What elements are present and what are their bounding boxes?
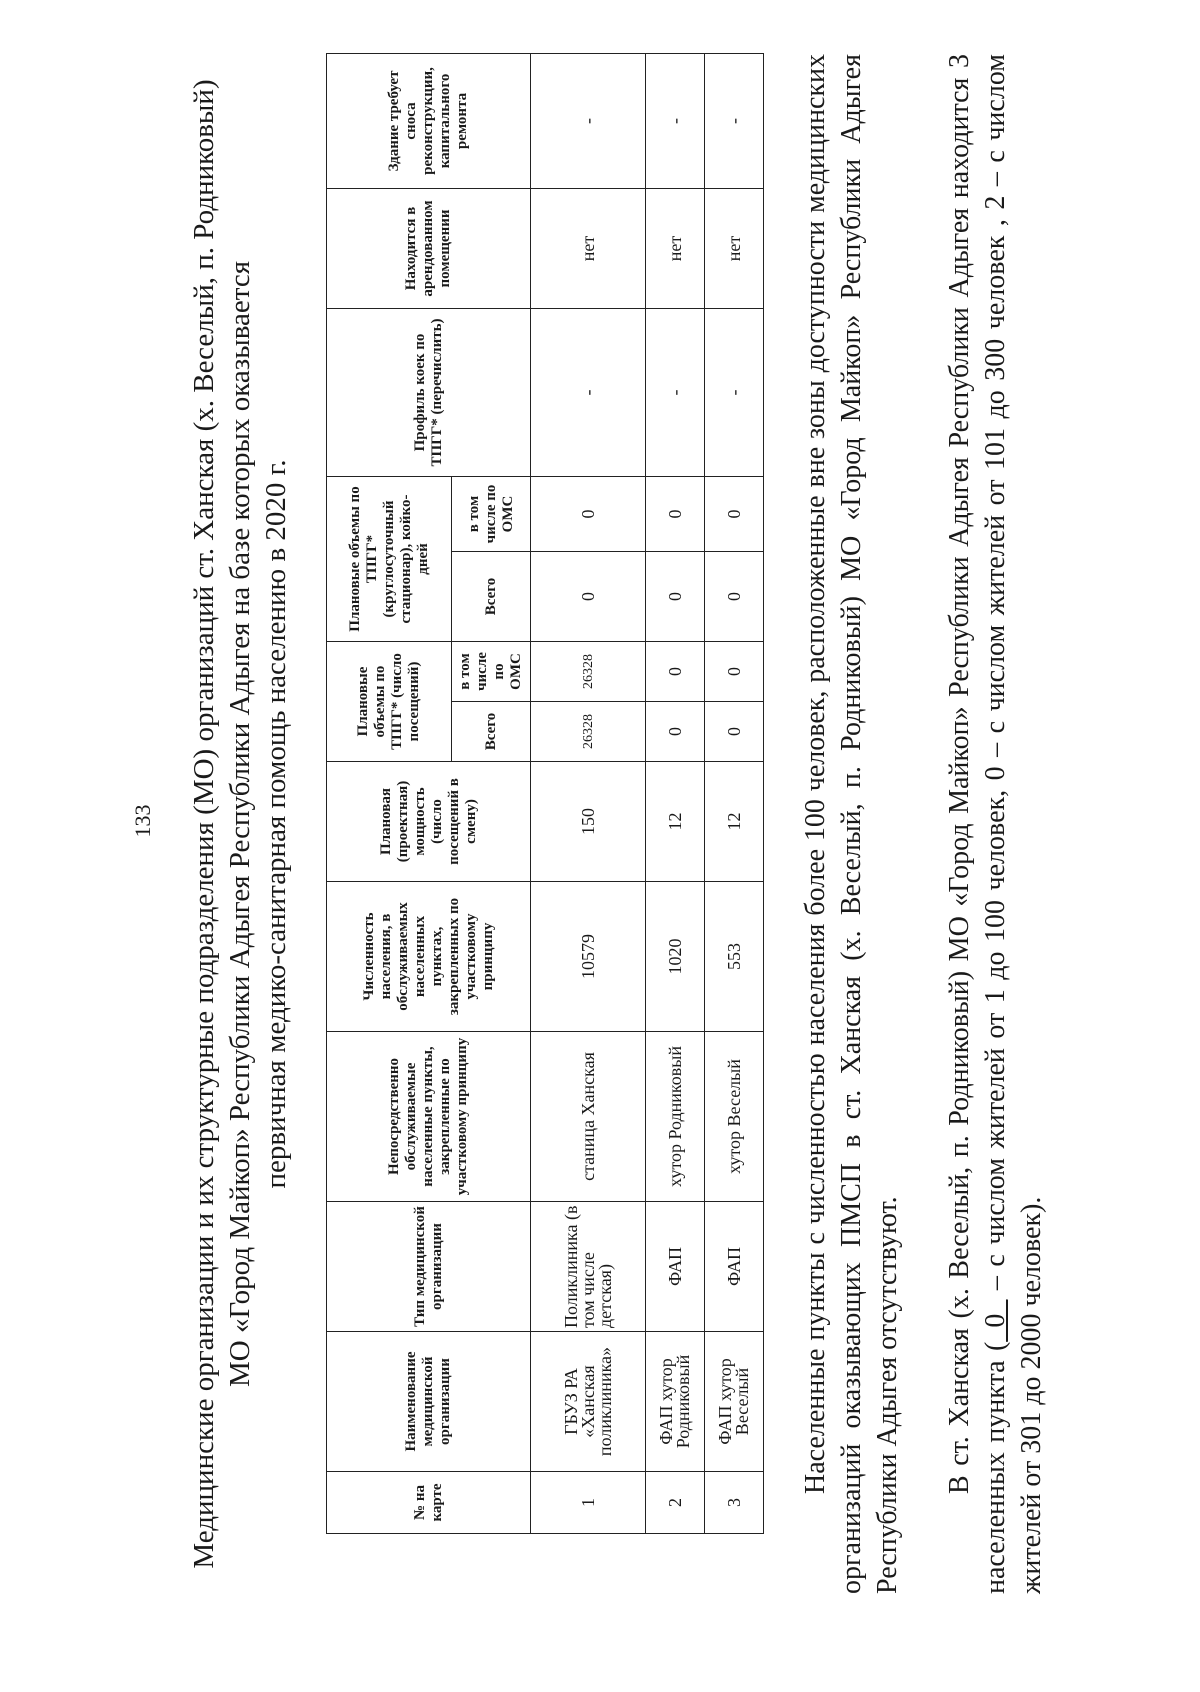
cell-name: ФАП хутор Родниковый [646, 1332, 705, 1472]
cell-repair: - [531, 53, 646, 188]
document-content [186, 54, 1046, 1594]
title-line-1: Медицинские организации и их структурные подразделения (МО) организаций ст. Ханская (х. Веселый, п. Родниковый) [188, 79, 220, 1569]
cell-profile: - [705, 308, 764, 476]
header-capacity: Плановая (проектная) мощность (число посещений в смену) [327, 762, 531, 882]
cell-beds-oms: 0 [531, 476, 646, 551]
cell-served: станица Ханская [531, 1032, 646, 1202]
cell-visits-total: 0 [705, 702, 764, 762]
header-type: Тип медицинской организации [327, 1202, 531, 1332]
cell-capacity: 12 [705, 762, 764, 882]
cell-population: 1020 [646, 882, 705, 1032]
cell-type: Поликлиника (в том числе детская) [531, 1202, 646, 1332]
header-rented: Находится в арендованном помещении [327, 188, 531, 308]
page-title [186, 54, 294, 1594]
paragraph-outside-zone: Населенные пункты с численностью населения более 100 человек, расположенные вне зоны доступности медицинских организаций оказывающих ПМСП в ст. Ханская (х. Веселый, п. Родниковый) МО «Город Майкоп» Республики Адыгея Республики Адыгея отсутствуют. [800, 54, 903, 1594]
cell-beds-total: 0 [705, 552, 764, 642]
cell-type: ФАП [705, 1202, 764, 1332]
cell-served: хутор Родниковый [646, 1032, 705, 1202]
title-line-2: МО «Город Майкоп» Республики Адыгея Республики Адыгея на базе которых оказывается [224, 260, 256, 1388]
subheader-visits-oms: в том числе по ОМС [452, 642, 531, 702]
cell-capacity: 150 [531, 762, 646, 882]
cell-visits-total: 26328 [531, 702, 646, 762]
subheader-visits-total: Всего [452, 702, 531, 762]
header-visits-group: Плановые объемы по ТПГГ* (число посещений) [327, 642, 452, 762]
cell-population: 10579 [531, 882, 646, 1032]
cell-beds-oms: 0 [646, 476, 705, 551]
cell-served: хутор Веселый [705, 1032, 764, 1202]
paragraph-settlements-start: В ст. Ханская (х. Веселый, п. Родниковый) МО «Город Майкоп» Республики Адыгея Республики Адыгея находится 3 населенных пункта ( [944, 54, 1011, 1594]
title-line-3: первичная медико-санитарная помощь населению в 2020 г. [260, 459, 292, 1189]
table-row [646, 53, 705, 1533]
header-repair: Здание требует сноса реконструкции, капитального ремонта [327, 53, 531, 188]
cell-visits-oms: 0 [705, 642, 764, 702]
cell-type: ФАП [646, 1202, 705, 1332]
table-row [705, 53, 764, 1533]
cell-name: ФАП хутор Веселый [705, 1332, 764, 1472]
cell-profile: - [646, 308, 705, 476]
cell-beds-total: 0 [646, 552, 705, 642]
cell-visits-oms: 26328 [531, 642, 646, 702]
organizations-table [326, 53, 764, 1534]
paragraph-settlements-end: – с числом жителей от 1 до 100 человек, 0 – с числом жителей от 101 до 300 человек , 2 – с числом жителей от 301 до 2000 человек). [980, 54, 1047, 1594]
header-beds-group: Плановые объемы по ТПГГ* (круглосуточный стационар), койко-дней [327, 476, 452, 641]
table-row [531, 53, 646, 1533]
cell-beds-oms: 0 [705, 476, 764, 551]
cell-visits-total: 0 [646, 702, 705, 762]
cell-num: 1 [531, 1472, 646, 1534]
page-number: 133 [130, 804, 155, 838]
cell-rented: нет [646, 188, 705, 308]
cell-num: 3 [705, 1472, 764, 1534]
cell-num: 2 [646, 1472, 705, 1534]
header-population: Численность населения, в обслуживаемых населенных пунктах, закрепленных по участковому принципу [327, 882, 531, 1032]
header-served: Непосредственно обслуживаемые населенные пункты, закрепленные по участковому принципу [327, 1032, 531, 1202]
cell-profile: - [531, 308, 646, 476]
cell-repair: - [705, 53, 764, 188]
header-num: № на карте [327, 1472, 531, 1534]
cell-rented: нет [531, 188, 646, 308]
header-row [327, 53, 452, 1533]
header-name: Наименование медицинской организации [327, 1332, 531, 1472]
subheader-beds-oms: в том числе по ОМС [452, 476, 531, 551]
cell-visits-oms: 0 [646, 642, 705, 702]
paragraph-settlements [942, 54, 1050, 1594]
cell-repair: - [646, 53, 705, 188]
subheader-beds-total: Всего [452, 552, 531, 642]
paragraph-settlements-blank: _0_ [980, 1299, 1011, 1342]
cell-population: 553 [705, 882, 764, 1032]
cell-capacity: 12 [646, 762, 705, 882]
header-profile: Профиль коек по ТПГГ* (перечислить) [327, 308, 531, 476]
cell-beds-total: 0 [531, 552, 646, 642]
cell-name: ГБУЗ РА «Ханская поликлиника» [531, 1332, 646, 1472]
cell-rented: нет [705, 188, 764, 308]
